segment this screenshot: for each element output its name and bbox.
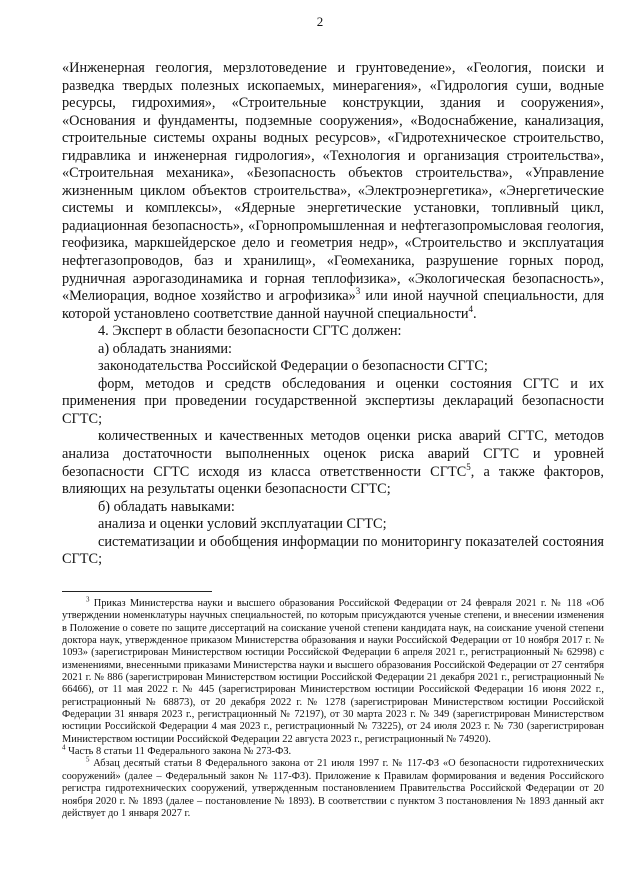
specialties-tail: или иной научной специальности, для которой установлено соответствие данной научной специальности: [62, 288, 604, 322]
footnote-mark: 5: [86, 756, 90, 764]
paragraph-item-4b: б) обладать навыками:: [98, 498, 235, 515]
risk-text-tail: , а также факторов, влияющих на результаты оценки безопасности СГТС;: [62, 463, 604, 498]
main-text: [62, 60, 604, 569]
paragraph-skill-analysis: анализа и оценки условий эксплуатации СГТС;: [98, 516, 387, 533]
footnote-3: [62, 595, 604, 746]
footnote-separator: [62, 591, 212, 592]
footnotes: [62, 595, 604, 820]
paragraph-specialties: [62, 60, 604, 323]
paragraph-knowledge-risk: [62, 428, 604, 498]
footnote-ref-3[interactable]: 3: [355, 286, 361, 297]
footnote-text: Приказ Министерства науки и высшего образования Российской Федерации от 24 февраля 2021 г. № 118 «Об утверждении номенклатуры научных специальностей, по которым присуждаются ученые степени, и внесении изменения в Положение о совете по защите диссертаций на соискание ученой степени кандидата наук, на соискание ученой степени доктора наук, утвержденное приказом Министерства образования и науки Российской Федерации от 10 ноября 2017 г. № 1093» (зарегистрирован Министерством юстиции Российской Федерации 6 апреля 2021 г., регистрационный № 62998) с изменениями, внесенными приказами Министерства науки и высшего образования Российской Федерации от 27 сентября 2021 г. № 886 (зарегистрирован Министерством юстиции Российской Федерации 21 декабря 2021 г., регистрационный № 66466), от 11 мая 2022 г. № 445 (зарегистрирован Министерством юстиции Российской Федерации 16 июня 2022 г., регистрационный № 68873), от 20 декабря 2022 г. № 1278 (зарегистрирован Министерством юстиции Российской Федерации 31 января 2023 г., регистрационный № 72197), от 30 марта 2023 г. № 349 (зарегистрирован Министерством юстиции Российской Федерации 4 мая 2023 г., регистрационный № 73225), от 24 июля 2023 г. № 730 (зарегистрирован Министерством юстиции Российской Федерации 22 августа 2023 г., регистрационный № 74920).: [62, 598, 604, 745]
period: .: [473, 305, 477, 322]
footnote-mark: 3: [86, 595, 90, 604]
paragraph-knowledge-legislation: законодательства Российской Федерации о безопасности СГТС;: [98, 358, 488, 375]
paragraph-item-4a: а) обладать знаниями:: [98, 340, 233, 357]
risk-text: количественных и качественных методов оценки риска аварий СГТС, методов анализа достаточности выполненных оценок риска аварий СГТС и уровней безопасности СГТС исходя из класса ответственности СГТС: [62, 428, 604, 480]
paragraph-skill-systematization: систематизации и обобщения информации по мониторингу показателей состояния СГТС;: [62, 533, 604, 568]
footnote-ref-4[interactable]: 4: [468, 303, 474, 314]
footnote-text: Часть 8 статьи 11 Федерального закона № 273-ФЗ.: [68, 746, 292, 758]
footnote-mark: 4: [62, 743, 66, 752]
page-number: 2: [316, 14, 324, 29]
footnote-ref-5[interactable]: 5: [466, 461, 471, 472]
paragraph-knowledge-methods: форм, методов и средств обследования и оценки состояния СГТС и их применения при проведении государственной экспертизы деклараций безопасности СГТС;: [62, 375, 604, 427]
footnote-5: [62, 758, 604, 820]
footnote-text: Абзац десятый статьи 8 Федерального закона от 21 июля 1997 г. № 117-ФЗ «О безопасности гидротехнических сооружений» (далее – Федеральный закон № 117-ФЗ). Приложение к Правилам формирования и ведения Российского регистра гидротехнических сооружений, утвержденным постановлением Правительства Российской Федерации от 20 ноября 2020 г. № 1893 (далее – постановление № 1893). В соответствии с пунктом 3 постановления № 1893 данный акт действует до 1 января 2027 г.: [62, 758, 604, 819]
paragraph-item-4: 4. Эксперт в области безопасности СГТС должен:: [98, 323, 402, 340]
specialties-list: «Инженерная геология, мерзлотоведение и грунтоведение», «Геология, поиски и разведка твердых полезных ископаемых, минерагения», «Гидрология суши, водные ресурсы, гидрохимия», «Строительные конструкции, здания и сооружения», «Основания и фундаменты, подземные сооружения», «Водоснабжение, канализация, строительные системы охраны водных ресурсов», «Гидротехническое строительство, гидравлика и инженерная гидрология», «Технология и организация строительства», «Строительная механика», «Безопасность объектов строительства», «Управление жизненным циклом объектов строительства», «Электроэнергетика», «Энергетические системы и комплексы», «Ядерные энергетические установки, топливный цикл, радиационная безопасность», «Горнопромышленная и нефтегазопромысловая геология, геофизика, маркшейдерское дело и геометрия недр», «Строительство и эксплуатация нефтегазопроводов, баз и хранилищ», «Геомеханика, разрушение горных пород, рудничная аэрогазодинамика и горная теплофизика», «Экологическая безопасность», «Мелиорация, водное хозяйство и агрофизика»: [62, 60, 604, 305]
footnote-4: [62, 743, 604, 758]
